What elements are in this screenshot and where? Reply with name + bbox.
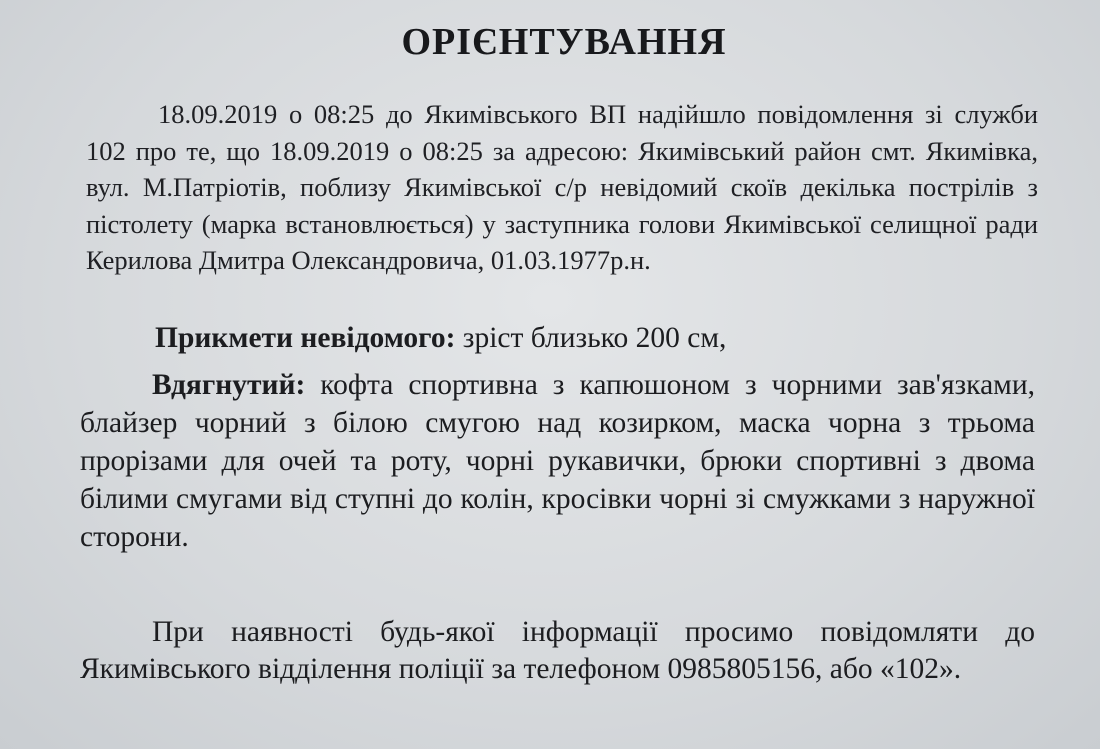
contact-paragraph: [80, 614, 1035, 688]
suspect-signs-text: зріст близько 200 см,: [455, 322, 727, 354]
suspect-signs-line: [155, 322, 726, 355]
incident-paragraph: [86, 96, 1038, 279]
incident-text: 18.09.2019 о 08:25 до Якимівського ВП надійшло повідомлення зі служби 102 про те, що 18.09.2019 о 08:25 за адресою: Якимівський район смт. Якимівка, вул. М.Патріотів, поблизу Якимівської с/р невідомий скоїв декілька пострілів з пістолету (марка встановлюється) у заступника голови Якимівської селищної ради Керилова Дмитра Олександровича, 01.03.1977р.н.: [86, 99, 1038, 275]
contact-text: При наявності будь-якої інформації просимо повідомляти до Якимівського відділення поліції за телефоном 0985805156, або «102».: [80, 616, 1035, 685]
clothing-label: Вдягнутий:: [152, 369, 306, 401]
document-title: ОРІЄНТУВАННЯ: [401, 21, 727, 63]
clothing-paragraph: [80, 366, 1035, 556]
clothing-text: кофта спортивна з капюшоном з чорними зав'язками, блайзер чорний з білою смугою над козирком, маска чорна з трьома прорізами для очей та роту, чорні рукавички, брюки спортивні з двома білими смугами від ступні до колін, кросівки чорні зі смужками з наружної сторони.: [80, 369, 1035, 553]
suspect-signs-label: Прикмети невідомого:: [155, 322, 456, 354]
